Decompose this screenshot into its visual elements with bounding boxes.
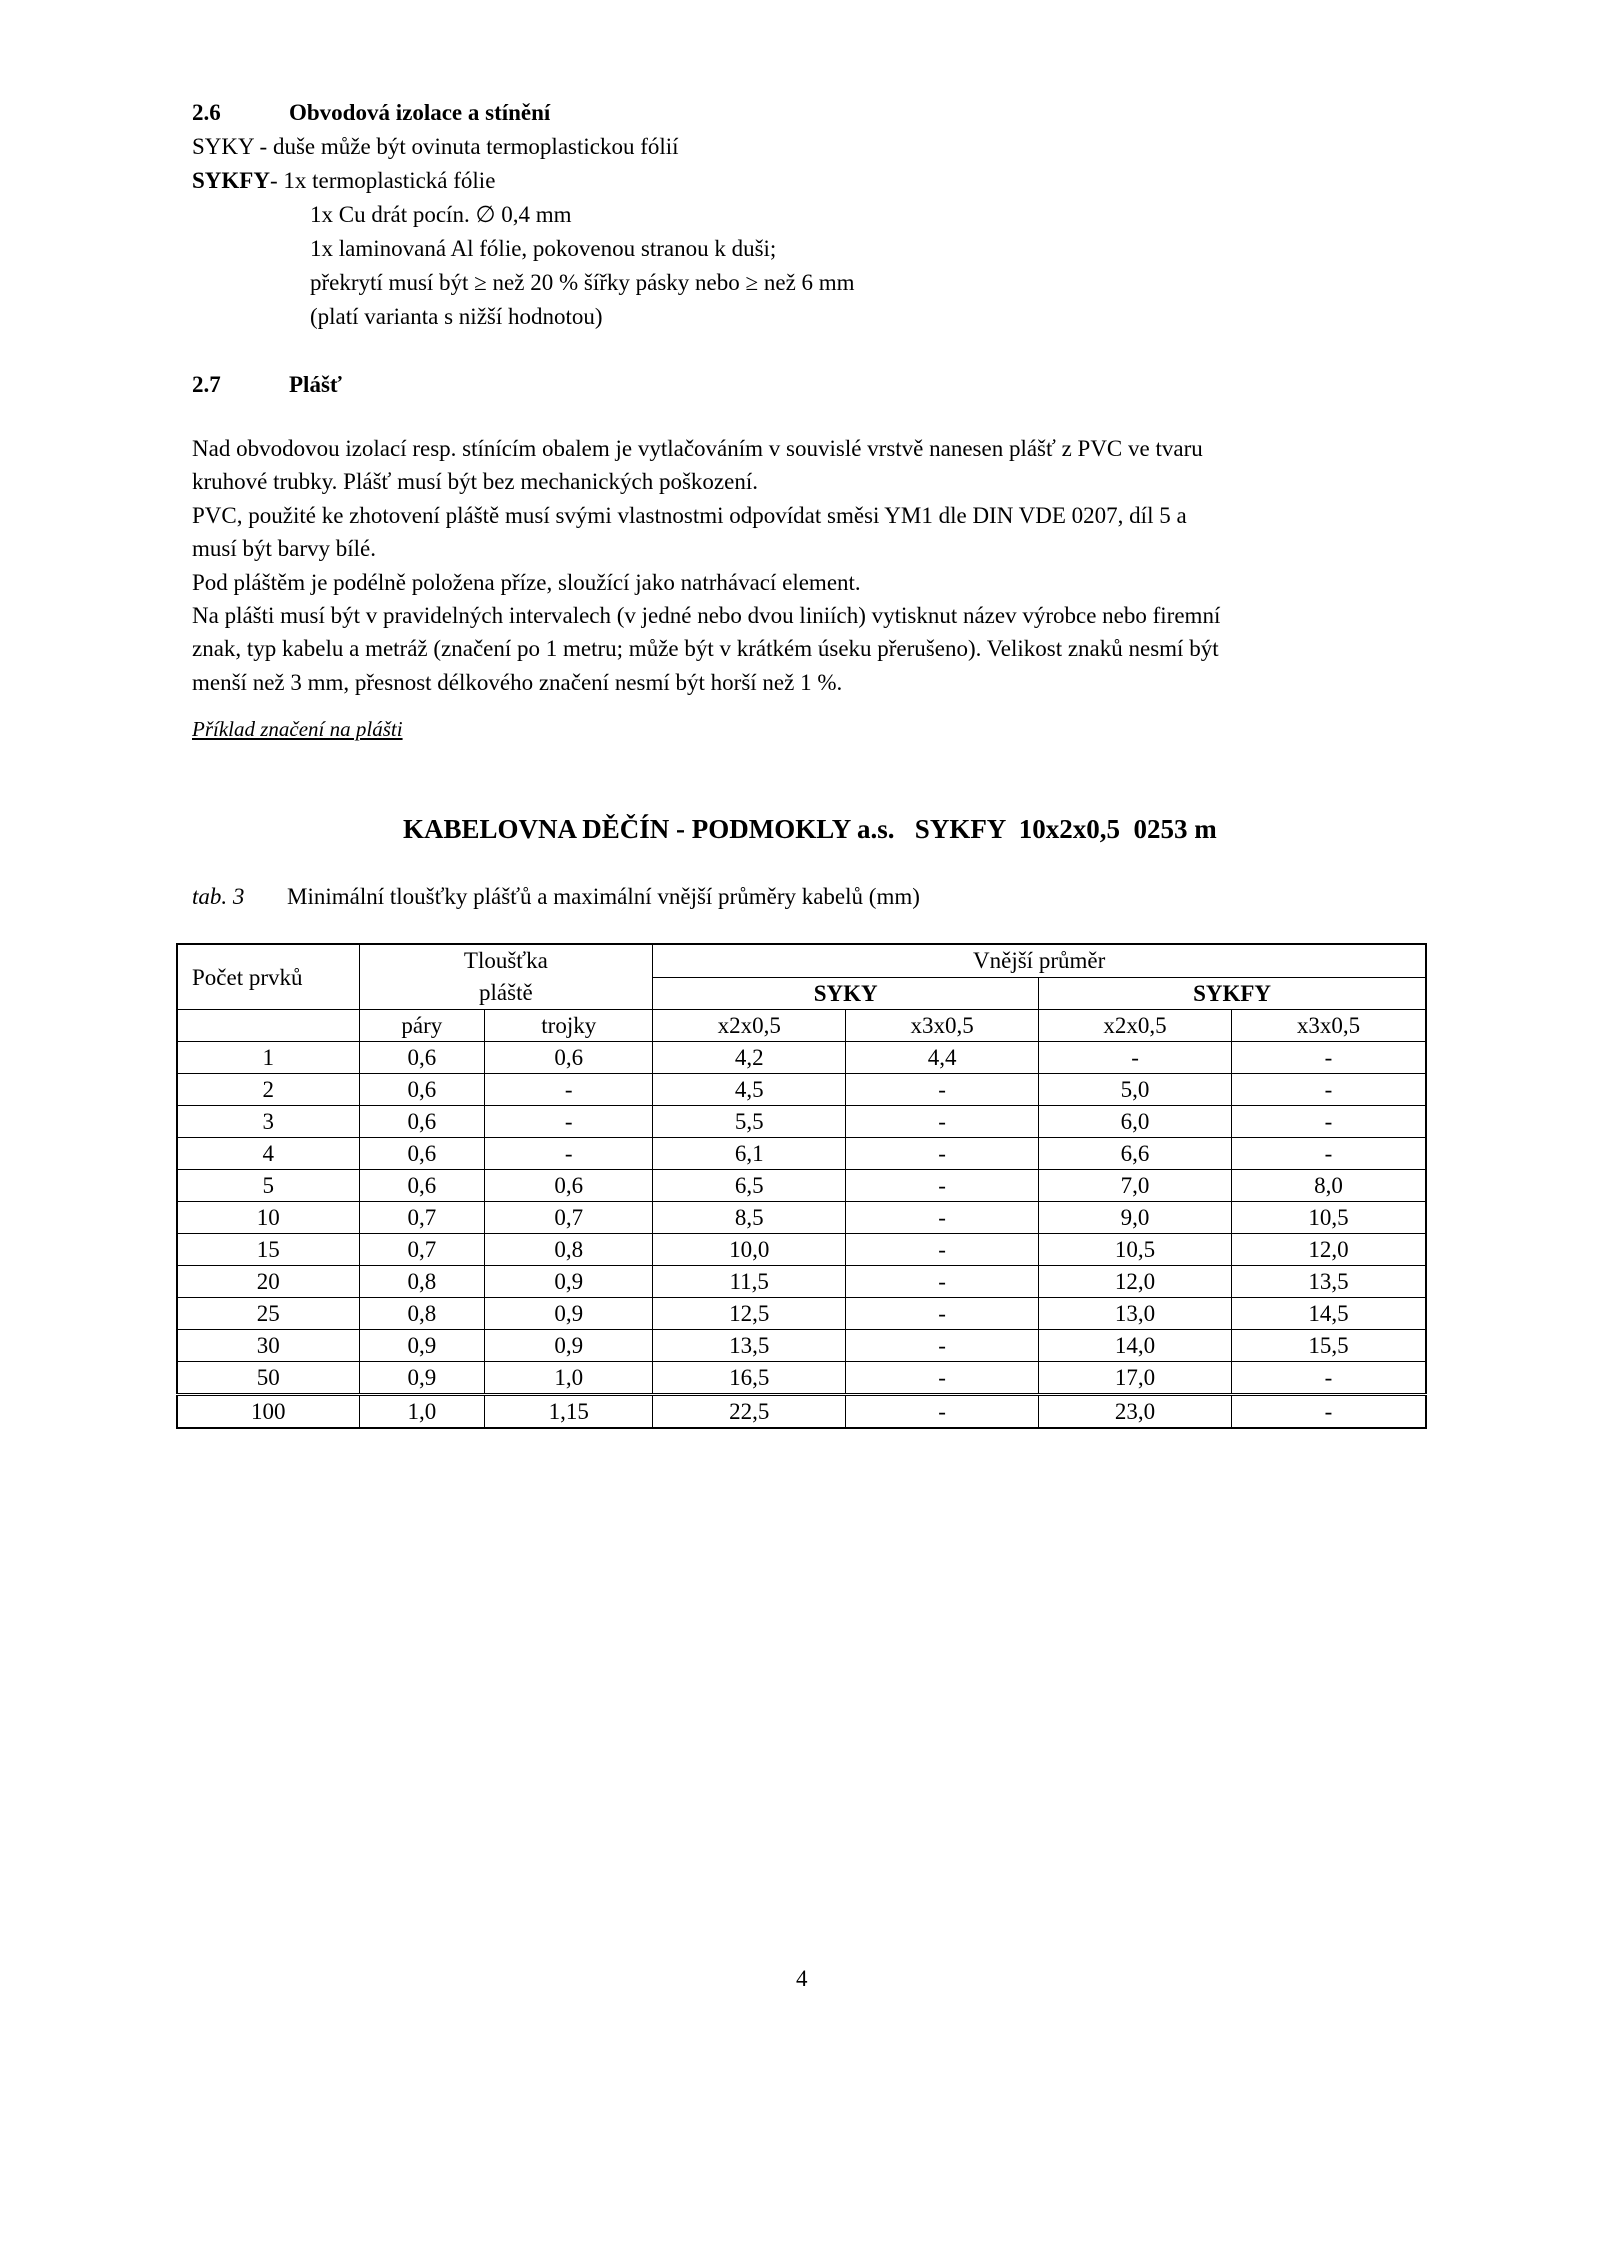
table-cell: 0,6 (485, 1170, 653, 1202)
text-line: menší než 3 mm, přesnost délkového značení nesmí být horší než 1 %. (192, 669, 843, 695)
table-cell: 13,5 (653, 1330, 846, 1362)
table-cell: 11,5 (653, 1266, 846, 1298)
table-cell: 10,0 (653, 1234, 846, 1266)
table-row (177, 1042, 1426, 1074)
table-cell: 5,0 (1039, 1074, 1232, 1106)
table-cell: 0,9 (485, 1298, 653, 1330)
table-cell: 22,5 (653, 1395, 846, 1429)
table-cell: 8,5 (653, 1202, 846, 1234)
table-cell: 4,4 (846, 1042, 1039, 1074)
table-cell: 100 (177, 1395, 359, 1429)
table-cell: 30 (177, 1330, 359, 1362)
table-caption: tab. 3 Minimální tloušťky plášťů a maximální vnější průměry kabelů (mm) (192, 884, 920, 909)
table-cell: 15,5 (1232, 1330, 1426, 1362)
table-cell: 0,8 (485, 1234, 653, 1266)
table-cell: 5 (177, 1170, 359, 1202)
table-cell: 25 (177, 1298, 359, 1330)
text-line: 1x laminovaná Al fólie, pokovenou stranou k duši; (310, 236, 777, 261)
syky-line: SYKY - duše může být ovinuta termoplastickou fólií (192, 134, 679, 159)
header-count: Počet prvků (177, 944, 359, 1010)
table-cell: 0,9 (485, 1330, 653, 1362)
table-cell: - (846, 1202, 1039, 1234)
table-cell: - (1039, 1042, 1232, 1074)
text-line: překrytí musí být ≥ než 20 % šířky pásky nebo ≥ než 6 mm (310, 270, 855, 295)
table-cell: 0,6 (359, 1042, 485, 1074)
table-row (177, 1202, 1426, 1234)
table-row (177, 1266, 1426, 1298)
table-cell: 9,0 (1039, 1202, 1232, 1234)
table-cell: 0,6 (485, 1042, 653, 1074)
subheader: x2x0,5 (653, 1010, 846, 1042)
table-cell: 0,6 (359, 1138, 485, 1170)
sykfy-line: SYKFY- 1x termoplastická fólie (192, 168, 496, 193)
table-cell: 7,0 (1039, 1170, 1232, 1202)
table-cell: 0,6 (359, 1170, 485, 1202)
table-cell: - (846, 1266, 1039, 1298)
example-marking: KABELOVNA DĚČÍN - PODMOKLY a.s. SYKFY 10x2x0,5 0253 m (403, 814, 1217, 844)
table-cell: 0,8 (359, 1298, 485, 1330)
table-cell: 13,0 (1039, 1298, 1232, 1330)
header-syky: SYKY (653, 977, 1039, 1010)
table-cell: 1,0 (485, 1362, 653, 1395)
table-cell: - (846, 1298, 1039, 1330)
text-line: musí být barvy bílé. (192, 536, 376, 562)
table-cell: 0,9 (485, 1266, 653, 1298)
table-cell: 3 (177, 1106, 359, 1138)
table-cell: 16,5 (653, 1362, 846, 1395)
section-2-6 (192, 96, 855, 334)
table-row (177, 1395, 1426, 1429)
table-cell: - (846, 1170, 1039, 1202)
subheader: x3x0,5 (846, 1010, 1039, 1042)
table-cell: 4 (177, 1138, 359, 1170)
table-cell: 10 (177, 1202, 359, 1234)
header-thickness: Tloušťka pláště (359, 944, 653, 1010)
table-cell: 4,2 (653, 1042, 846, 1074)
table-cell: 0,7 (359, 1202, 485, 1234)
section-heading: 2.7 Plášť (192, 372, 342, 397)
subheader-row (177, 1010, 1426, 1042)
table-cell: - (485, 1138, 653, 1170)
table-cell: 8,0 (1232, 1170, 1426, 1202)
table-cell: 14,5 (1232, 1298, 1426, 1330)
table-cell: 1 (177, 1042, 359, 1074)
table-cell: 0,9 (359, 1362, 485, 1395)
table-cell: 2 (177, 1074, 359, 1106)
table-row (177, 1138, 1426, 1170)
header-outer: Vnější průměr (653, 944, 1426, 977)
table-cell: 6,0 (1039, 1106, 1232, 1138)
subheader: trojky (485, 1010, 653, 1042)
table-cell: 1,15 (485, 1395, 653, 1429)
table-cell: 0,8 (359, 1266, 485, 1298)
table-cell: 12,0 (1232, 1234, 1426, 1266)
table-cell: 6,6 (1039, 1138, 1232, 1170)
table-cell: 6,1 (653, 1138, 846, 1170)
table-cell: - (1232, 1106, 1426, 1138)
table-cell: - (1232, 1074, 1426, 1106)
subheader: páry (359, 1010, 485, 1042)
table-cell: - (1232, 1138, 1426, 1170)
table-row (177, 1170, 1426, 1202)
table-cell: 0,7 (485, 1202, 653, 1234)
table-cell: - (846, 1138, 1039, 1170)
subheader: x3x0,5 (1232, 1010, 1426, 1042)
table-cell: 0,6 (359, 1074, 485, 1106)
table-cell: - (1232, 1395, 1426, 1429)
table-cell: 10,5 (1232, 1202, 1426, 1234)
table-cell: 12,5 (653, 1298, 846, 1330)
table-row (177, 1106, 1426, 1138)
table-cell: - (1232, 1362, 1426, 1395)
text-line: Na plášti musí být v pravidelných intervalech (v jedné nebo dvou liniích) vytisknut název výrobce nebo firemní (192, 603, 1221, 629)
table-cell: 13,5 (1232, 1266, 1426, 1298)
table-cell: - (485, 1106, 653, 1138)
text-line: kruhové trubky. Plášť musí být bez mechanických poškození. (192, 469, 758, 495)
table-cell: 20 (177, 1266, 359, 1298)
table-cell: 50 (177, 1362, 359, 1395)
table-cell: - (485, 1074, 653, 1106)
table-row (177, 1362, 1426, 1395)
text-line: PVC, použité ke zhotovení pláště musí svými vlastnostmi odpovídat směsi YM1 dle DIN VDE 0207, díl 5 a (192, 502, 1187, 528)
text-line: znak, typ kabelu a metráž (značení po 1 metru; může být v krátkém úseku přerušeno). Velikost znaků nesmí být (192, 636, 1219, 662)
table-row (177, 1234, 1426, 1266)
table-cell: 17,0 (1039, 1362, 1232, 1395)
section-heading: 2.6 Obvodová izolace a stínění (192, 100, 551, 125)
table-row (177, 1330, 1426, 1362)
table-cell: 0,9 (359, 1330, 485, 1362)
table-cell: 23,0 (1039, 1395, 1232, 1429)
table-row (177, 1298, 1426, 1330)
text-line: (platí varianta s nižší hodnotou) (310, 304, 603, 329)
table-cell: 10,5 (1039, 1234, 1232, 1266)
table-cell: - (846, 1395, 1039, 1429)
text-line: Nad obvodovou izolací resp. stínícím obalem je vytlačováním v souvislé vrstvě nanesen plášť z PVC ve tvaru (192, 436, 1203, 461)
table-cell: 12,0 (1039, 1266, 1232, 1298)
table-cell: - (1232, 1042, 1426, 1074)
table-cell: 5,5 (653, 1106, 846, 1138)
table-cell: 1,0 (359, 1395, 485, 1429)
table-cell: 0,6 (359, 1106, 485, 1138)
example-label: Příklad značení na plášti (192, 717, 403, 741)
text-line: 1x Cu drát pocín. ∅ 0,4 mm (310, 202, 572, 227)
table-cell: - (846, 1106, 1039, 1138)
table-cell: - (846, 1074, 1039, 1106)
page-number: 4 (796, 1966, 808, 1991)
text-line: Pod pláštěm je podélně položena příze, sloužící jako natrhávací element. (192, 569, 861, 595)
subheader: x2x0,5 (1039, 1010, 1232, 1042)
paragraph (192, 432, 1220, 699)
table-cell: 4,5 (653, 1074, 846, 1106)
table-row (177, 1074, 1426, 1106)
header-sykfy: SYKFY (1039, 977, 1426, 1010)
table-cell: 6,5 (653, 1170, 846, 1202)
table-cell: - (846, 1234, 1039, 1266)
table-cell: - (846, 1362, 1039, 1395)
table-cell: 0,7 (359, 1234, 485, 1266)
table-cell: 14,0 (1039, 1330, 1232, 1362)
table-cell: - (846, 1330, 1039, 1362)
table-cell: 15 (177, 1234, 359, 1266)
dimensions-table (176, 943, 1427, 1429)
